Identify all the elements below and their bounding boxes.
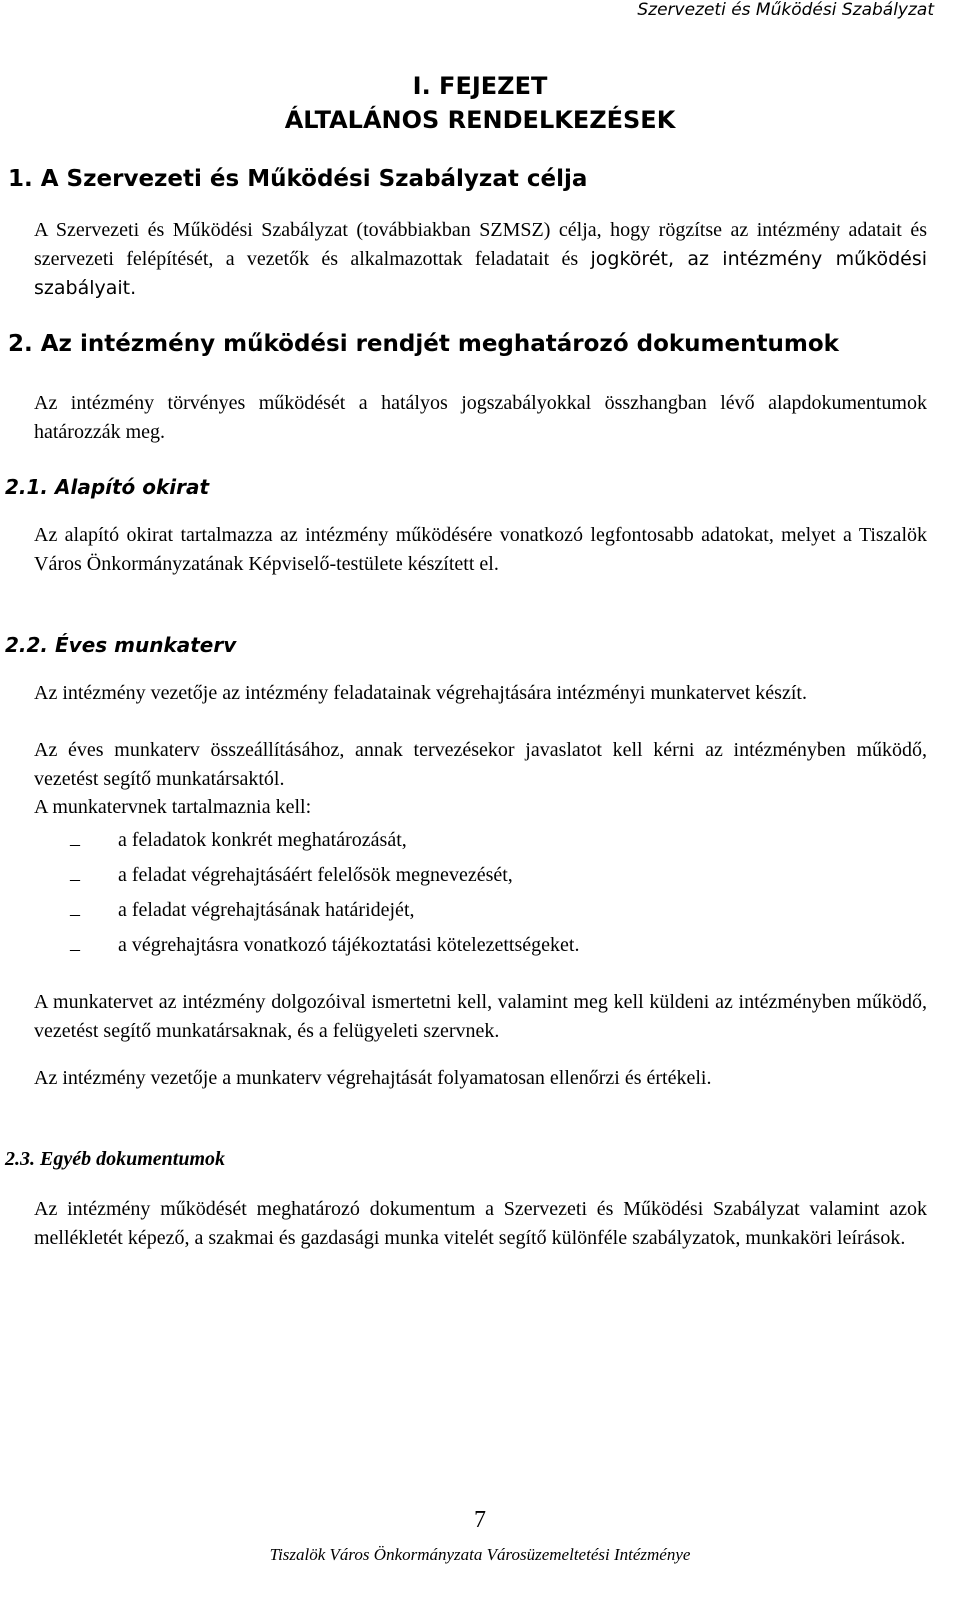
- list-item: [70, 931, 930, 966]
- running-header: Szervezeti és Működési Szabályzat: [637, 0, 934, 20]
- section-1-paragraph: [34, 216, 927, 303]
- section-1-heading: 1. A Szervezeti és Működési Szabályzat célja: [8, 166, 588, 192]
- section-2-2-heading: 2.2. Éves munkaterv: [5, 633, 237, 657]
- section-2-1-paragraph: Az alapító okirat tartalmazza az intézmény működésére vonatkozó legfontosabb adatokat, melyet a Tiszalök Város Önkormányzatának Képviselő-testülete készített el.: [34, 524, 927, 575]
- list-item: [70, 896, 930, 931]
- munkaterv-content-list: [70, 826, 930, 966]
- section-1-paragraph-text: A Szervezeti és Működési Szabályzat (továbbiakban SZMSZ) célja, hogy rögzítse az intézmény adatait és szervezeti felépítését, a vezetők és alkalmazottak feladatait és: [34, 219, 927, 270]
- section-2-heading: 2. Az intézmény működési rendjét meghatározó dokumentumok: [8, 331, 839, 357]
- page-footer: Tiszalök Város Önkormányzata Városüzemeltetési Intézménye: [269, 1545, 691, 1564]
- page-number: 7: [474, 1507, 486, 1533]
- section-2-paragraph: Az intézmény törvényes működését a hatályos jogszabályokkal összhangban lévő alapdokumentumok határozzák meg.: [34, 392, 927, 443]
- section-2-3-heading: 2.3. Egyéb dokumentumok: [5, 1148, 226, 1170]
- section-2-3-paragraph: Az intézmény működését meghatározó dokumentum a Szervezeti és Működési Szabályzat valamint azok mellékletét képező, a szakmai és gazdasági munka vitelét segítő különféle szabályzatok, munkaköri leírások.: [34, 1198, 927, 1249]
- section-2-2-list-intro: A munkatervnek tartalmaznia kell:: [34, 796, 312, 818]
- section-1-paragraph-tail: jogkörét, az intézmény működési szabályait.: [34, 248, 927, 299]
- section-2-2-paragraph-5: Az intézmény vezetője a munkaterv végrehajtását folyamatosan ellenőrzi és értékeli.: [34, 1067, 712, 1089]
- chapter-title: ÁLTALÁNOS RENDELKEZÉSEK: [284, 106, 676, 134]
- chapter-number: I. FEJEZET: [412, 72, 548, 100]
- list-item: [70, 861, 930, 896]
- dash-bullet: –: [70, 833, 80, 855]
- section-2-2-paragraph-4: A munkatervet az intézmény dolgozóival ismertetni kell, valamint meg kell küldeni az intézményben működő, vezetést segítő munkatársaknak, és a felügyeleti szervnek.: [34, 991, 927, 1042]
- dash-bullet: –: [70, 903, 80, 925]
- dash-bullet: –: [70, 938, 80, 960]
- list-item-text: a feladat végrehajtásának határidejét,: [118, 899, 415, 921]
- list-item-text: a feladatok konkrét meghatározását,: [118, 829, 407, 851]
- list-item: [70, 826, 930, 861]
- section-2-2-paragraph-2: Az éves munkaterv összeállításához, annak tervezésekor javaslatot kell kérni az intézményben működő, vezetést segítő munkatársaktól.: [34, 739, 927, 790]
- list-item-text: a feladat végrehajtásáért felelősök megnevezését,: [118, 864, 513, 886]
- section-2-2-paragraph-1: Az intézmény vezetője az intézmény feladatainak végrehajtására intézményi munkatervet készít.: [34, 682, 807, 704]
- section-2-1-heading: 2.1. Alapító okirat: [5, 475, 210, 499]
- dash-bullet: –: [70, 868, 80, 890]
- list-item-text: a végrehajtásra vonatkozó tájékoztatási kötelezettségeket.: [118, 934, 580, 956]
